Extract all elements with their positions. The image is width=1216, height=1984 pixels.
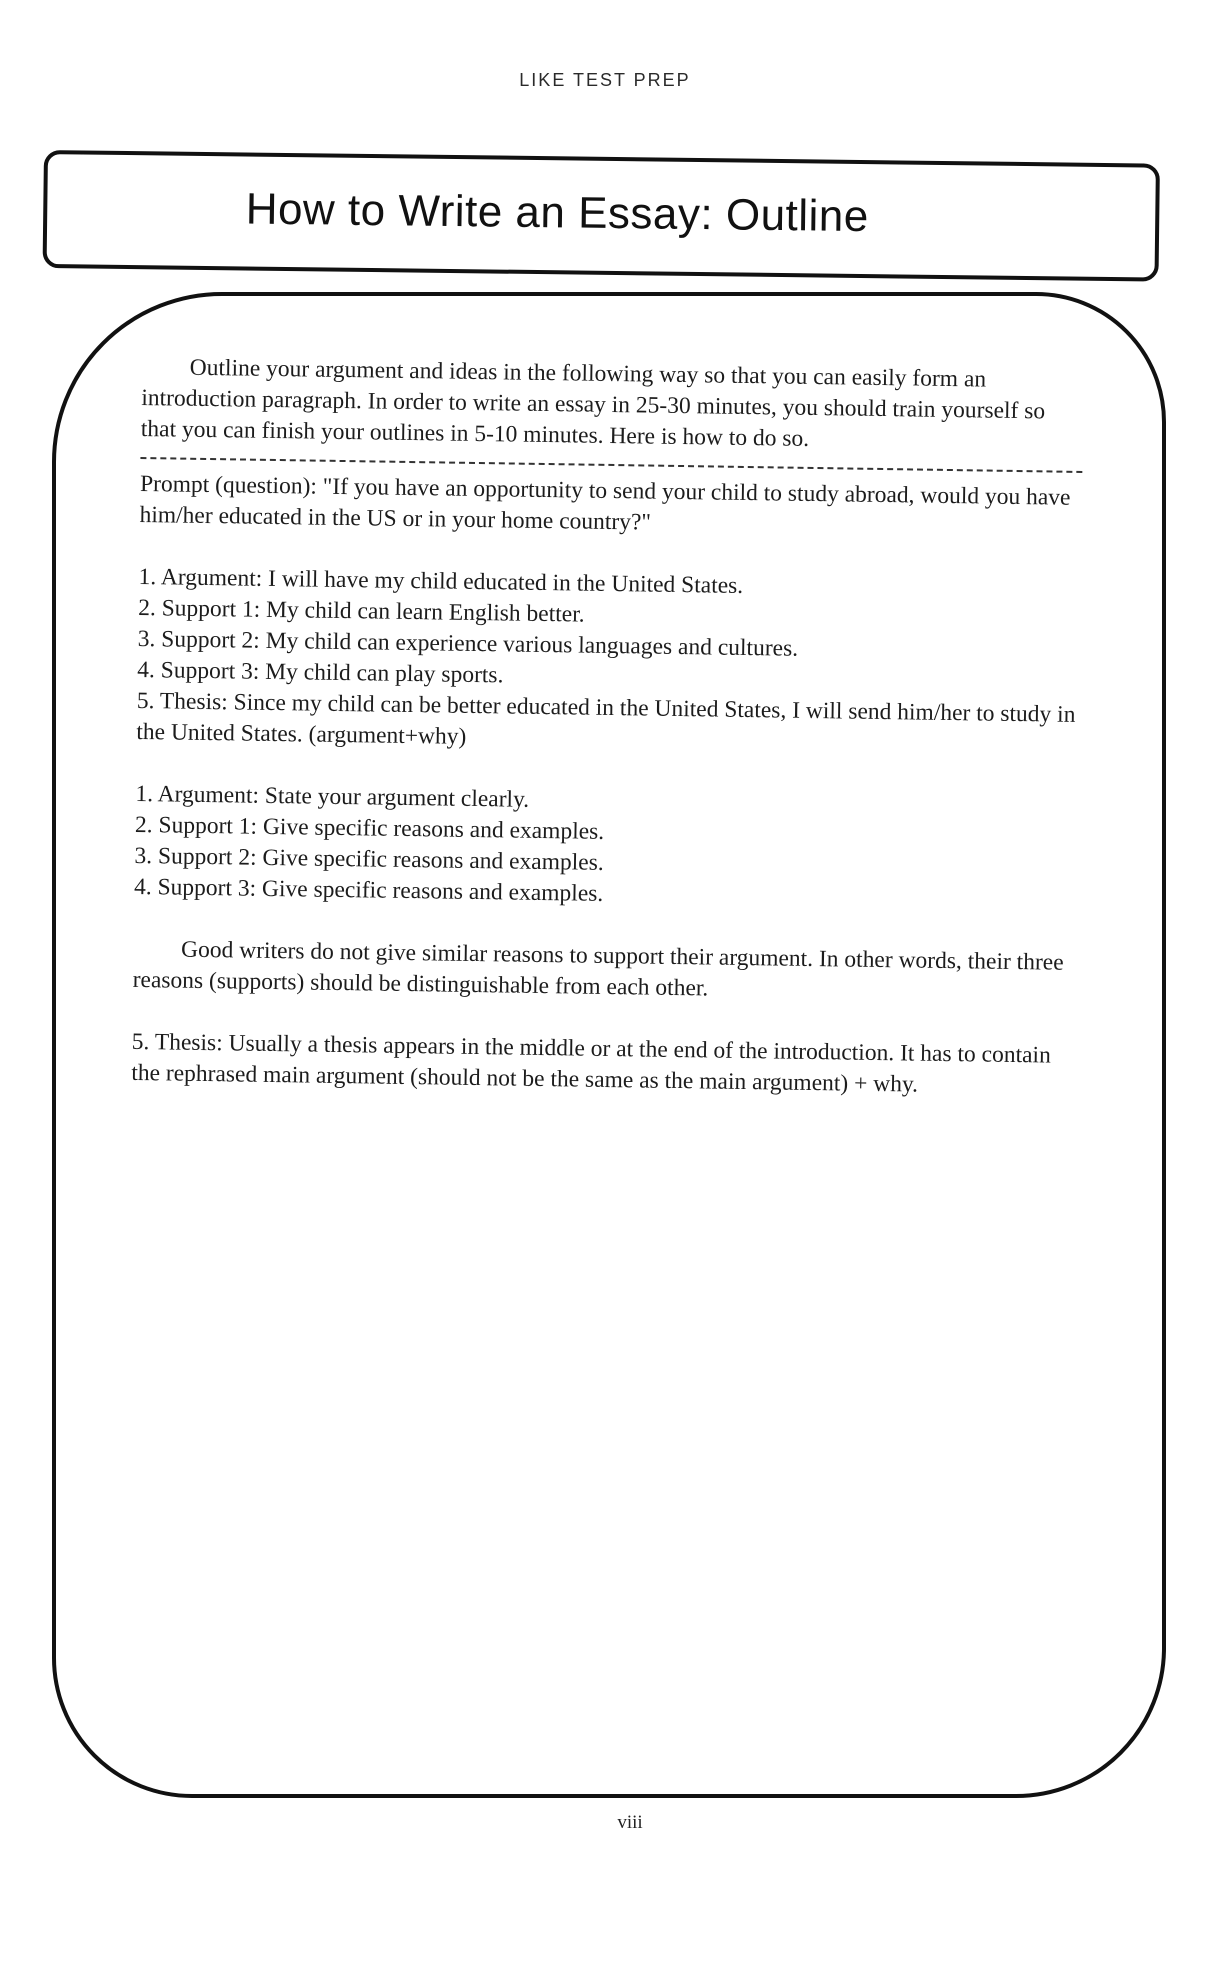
title-box [43,150,1160,282]
page-number: viii [617,1812,643,1833]
thesis-note-paragraph: 5. Thesis: Usually a thesis appears in the middle or at the end of the introduction. It has to contain the rephrased main argument (should not be the same as the main argument) + why. [131,1028,1051,1098]
running-head: LIKE TEST PREP [519,70,691,90]
page-title: How to Write an Essay: Outline [245,184,870,242]
intro-paragraph: Outline your argument and ideas in the following way so that you can easily form an introduction paragraph. In order to write an essay in 25-30 minutes, you should train yourself so that you can finish your outlines in 5-10 minutes. Here is how to do so. [140,354,1046,452]
content-body [131,352,1084,1103]
prompt-paragraph: Prompt (question): "If you have an opportunity to send your child to study abroad, would you have him/her educated in the US or in your home country?" [139,470,1071,536]
list-item: 3. Support 2: My child can experience various languages and cultures. [137,625,799,662]
example-outline-list [136,562,1081,762]
list-item: 2. Support 1: Give specific reasons and examples. [134,811,605,845]
list-item: 4. Support 3: My child can play sports. [137,656,504,689]
advice-paragraph: Good writers do not give similar reasons to support their argument. In other words, their three reasons (supports) should be distinguishable from each other. [132,936,1064,1002]
list-item: 4. Support 3: Give specific reasons and examples. [133,873,604,907]
list-item: 2. Support 1: My child can learn English better. [138,594,585,628]
general-outline-list [134,779,1078,917]
list-item: 5. Thesis: Since my child can be better educated in the United States, I will send him/her to study in the United States. (argument+why) [136,687,1076,750]
list-item: 1. Argument: State your argument clearly. [135,780,530,813]
list-item: 1. Argument: I will have my child educated in the United States. [138,563,744,599]
list-item: 3. Support 2: Give specific reasons and examples. [134,842,604,876]
